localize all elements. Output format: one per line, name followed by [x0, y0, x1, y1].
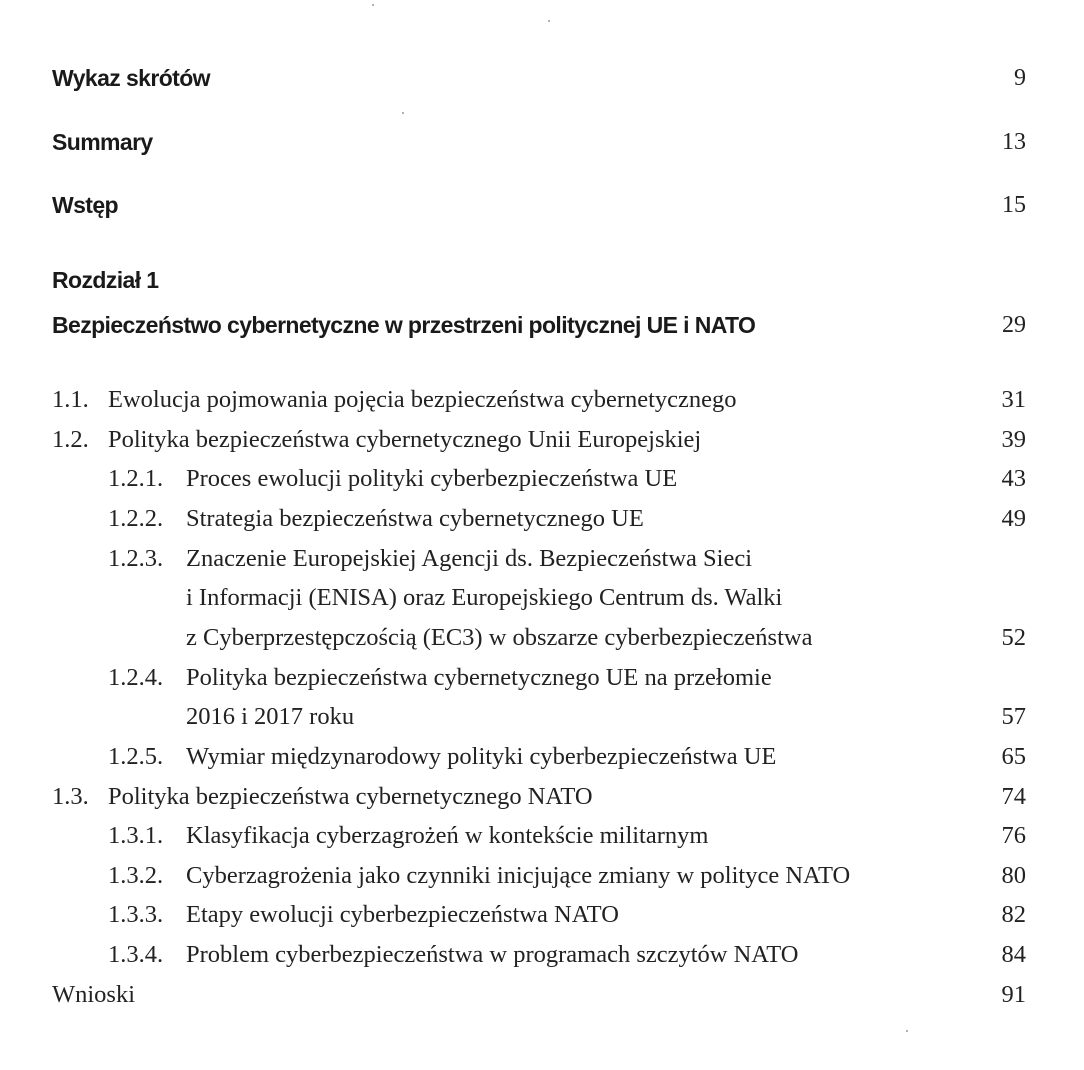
toc-entry-title: Strategia bezpieczeństwa cybernetycznego UE — [186, 504, 644, 532]
toc-page-number: 76 — [1001, 822, 1026, 850]
toc-page-number: 9 — [1014, 65, 1026, 91]
toc-entry-number: 1.2.4. — [108, 663, 164, 691]
toc-page-number: 15 — [1002, 192, 1026, 218]
toc-entry-line — [0, 935, 1084, 975]
toc-page-number: 43 — [1001, 465, 1026, 493]
toc-page-number: 13 — [1002, 129, 1026, 155]
toc-entry-line — [0, 618, 1084, 658]
toc-entry-title: z Cyberprzestępczością (EC3) w obszarze cyberbezpieczeństwa — [186, 623, 813, 651]
toc-entry-line — [0, 539, 1084, 579]
toc-entry-line — [0, 697, 1084, 737]
toc-entry-number: 1.3.3. — [108, 901, 164, 929]
toc-page-number: 39 — [1001, 425, 1026, 453]
toc-entry-title: Wnioski — [52, 980, 136, 1008]
chapter-title: Bezpieczeństwo cybernetyczne w przestrzeni politycznej UE i NATO — [52, 312, 756, 338]
toc-page-number: 65 — [1001, 742, 1026, 770]
scan-speck — [402, 112, 404, 114]
toc-entry-line — [0, 895, 1084, 935]
toc-entry-title: Proces ewolucji polityki cyberbezpieczeństwa UE — [186, 465, 678, 493]
toc-entry-line — [0, 380, 1084, 420]
toc-entry-title: Cyberzagrożenia jako czynniki inicjujące zmiany w polityce NATO — [186, 861, 851, 889]
toc-entry-line — [0, 420, 1084, 460]
toc-entry-title: Klasyfikacja cyberzagrożeń w kontekście militarnym — [186, 822, 709, 850]
toc-entry-title: Polityka bezpieczeństwa cybernetycznego NATO — [108, 782, 593, 810]
toc-page-number: 57 — [1001, 703, 1026, 731]
toc-entry-title: Znaczenie Europejskiej Agencji ds. Bezpieczeństwa Sieci — [186, 544, 753, 572]
toc-entry-number: 1.2.5. — [108, 742, 164, 770]
toc-page-number: 31 — [1001, 386, 1026, 413]
toc-page-number: 49 — [1001, 504, 1026, 532]
toc-entry-number: 1.3.4. — [108, 941, 164, 969]
toc-entry-line — [0, 737, 1084, 777]
toc-page-number: 74 — [1001, 782, 1026, 810]
toc-entry-number: 1.2. — [52, 425, 89, 453]
toc-entry-title: i Informacji (ENISA) oraz Europejskiego Centrum ds. Walki — [186, 584, 783, 612]
toc-entry-title: 2016 i 2017 roku — [186, 703, 355, 731]
toc-entry-line — [0, 459, 1084, 499]
toc-entry-title: Etapy ewolucji cyberbezpieczeństwa NATO — [186, 901, 619, 929]
toc-entry-line — [0, 856, 1084, 896]
toc-entry-line — [0, 777, 1084, 817]
toc-entry-number: 1.2.3. — [108, 544, 164, 572]
toc-entry-line — [0, 816, 1084, 856]
toc-entry-title: Wymiar międzynarodowy polityki cyberbezpieczeństwa UE — [186, 742, 777, 770]
toc-entry-line — [0, 499, 1084, 539]
toc-entry-title: Problem cyberbezpieczeństwa w programach szczytów NATO — [186, 941, 799, 969]
toc-page-number: 82 — [1001, 901, 1026, 929]
toc-entry-number: 1.3.2. — [108, 861, 164, 889]
toc-entry-line — [0, 975, 1084, 1015]
toc-entry-title: Polityka bezpieczeństwa cybernetycznego Unii Europejskiej — [108, 425, 702, 453]
toc-heading-abbreviations: Wykaz skrótów — [52, 65, 210, 91]
toc-heading-introduction: Wstęp — [52, 192, 119, 218]
toc-entry-number: 1.2.1. — [108, 465, 164, 493]
scan-speck — [548, 20, 550, 22]
toc-page-number: 29 — [1002, 312, 1026, 338]
toc-entry-title: Polityka bezpieczeństwa cybernetycznego UE na przełomie — [186, 663, 772, 691]
chapter-label: Rozdział 1 — [52, 267, 159, 293]
toc-entry-number: 1.2.2. — [108, 504, 164, 532]
toc-page-number: 91 — [1001, 980, 1026, 1008]
toc-entry-number: 1.3. — [52, 782, 89, 810]
toc-entry-number: 1.1. — [52, 386, 89, 413]
toc-entry-title: Ewolucja pojmowania pojęcia bezpieczeństwa cybernetycznego — [108, 386, 737, 413]
toc-page-number: 80 — [1001, 861, 1026, 889]
toc-page-number: 52 — [1001, 623, 1026, 651]
toc-entry-line — [0, 658, 1084, 698]
toc-heading-summary: Summary — [52, 129, 153, 155]
scan-speck — [372, 4, 374, 6]
toc-entry-number: 1.3.1. — [108, 822, 164, 850]
toc-entry-line — [0, 578, 1084, 618]
scan-speck — [906, 1030, 908, 1032]
toc-page-number: 84 — [1001, 941, 1026, 969]
